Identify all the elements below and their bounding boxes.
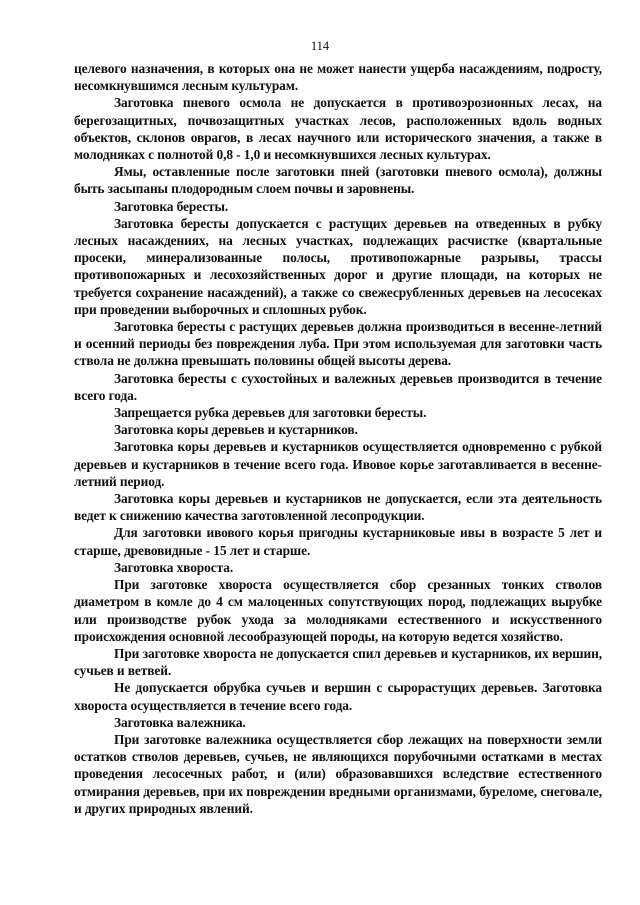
paragraph: Заготовка коры деревьев и кустарников осуществляется одновременно с рубкой деревьев и кустарников в течение всего года. Ивовое корье заготавливается в весенне-летний период. [74,439,602,489]
section-heading: Заготовка валежника. [114,714,246,730]
paragraph: Запрещается рубка деревьев для заготовки бересты. [114,405,427,421]
paragraph: Для заготовки ивового корья пригодны кустарниковые ивы в возрасте 5 лет и старше, древовидные - 15 лет и старше. [74,525,602,558]
section-heading: Заготовка коры деревьев и кустарников. [114,422,358,438]
paragraph: Заготовка коры деревьев и кустарников не допускается, если эта деятельность ведет к снижению качества заготовленной лесопродукции. [74,491,602,524]
paragraph: Заготовка пневого осмола не допускается в противоэрозионных лесах, на берегозащитных, почвозащитных участках лесов, расположенных вдоль водных объектов, склонов оврагов, в лесах научного или исторического значения, а также в молодняках с полнотой 0,8 - 1,0 и несомкнувшихся лесных культурах. [74,95,602,163]
paragraph: целевого назначения, в которых она не может нанести ущерба насаждениям, подросту, несомкнувшимся лесным культурам. [74,61,602,94]
section-heading: Заготовка хвороста. [114,559,234,575]
paragraph: Заготовка бересты с растущих деревьев должна производиться в весенне-летний и осенний периоды без повреждения луба. При этом используемая для заготовки часть ствола не должна превышать половины общей высоты дерева. [74,319,602,369]
paragraph: При заготовке валежника осуществляется сбор лежащих на поверхности земли остатков стволов деревьев, сучьев, не являющихся порубочными остатками в местах проведения лесосечных работ, и (или) образовавшихся вследствие естественного отмирания деревьев, при их повреждении вредными организмами, буреломе, снеговале, и других природных явлений. [74,731,602,816]
paragraph: При заготовке хвороста осуществляется сбор срезанных тонких стволов диаметром в комле до 4 см малоценных сопутствующих пород, подлежащих вырубке или производстве рубок ухода за молодняками естественного и искусственного происхождения основной лесообразующей породы, на которую ведется хозяйство. [74,577,602,644]
page-body [74,60,602,817]
paragraph: Заготовка бересты с сухостойных и валежных деревьев производится в течение всего года. [74,370,602,403]
paragraph: При заготовке хвороста не допускается спил деревьев и кустарников, их вершин, сучьев и ветвей. [74,645,602,679]
page-number: 114 [310,39,330,53]
paragraph: Не допускается обрубка сучьев и вершин с сырорастущих деревьев. Заготовка хвороста осуществляется в течение всего года. [74,680,602,713]
paragraph: Заготовка бересты допускается с растущих деревьев на отведенных в рубку лесных насаждениях, на лесных участках, подлежащих расчистке (квартальные просеки, минерализованные полосы, противопожарные разрывы, трассы противопожарных и лесохозяйственных дорог и другие площади, на которых не требуется сохранение насаждений), а также со свежесрубленных деревьев на лесосеках при проведении выборочных и сплошных рубок. [74,215,602,317]
paragraph: Ямы, оставленные после заготовки пней (заготовки пневого осмола), должны быть засыпаны плодородным слоем почвы и заровнены. [74,164,602,197]
section-heading: Заготовка бересты. [114,198,229,214]
